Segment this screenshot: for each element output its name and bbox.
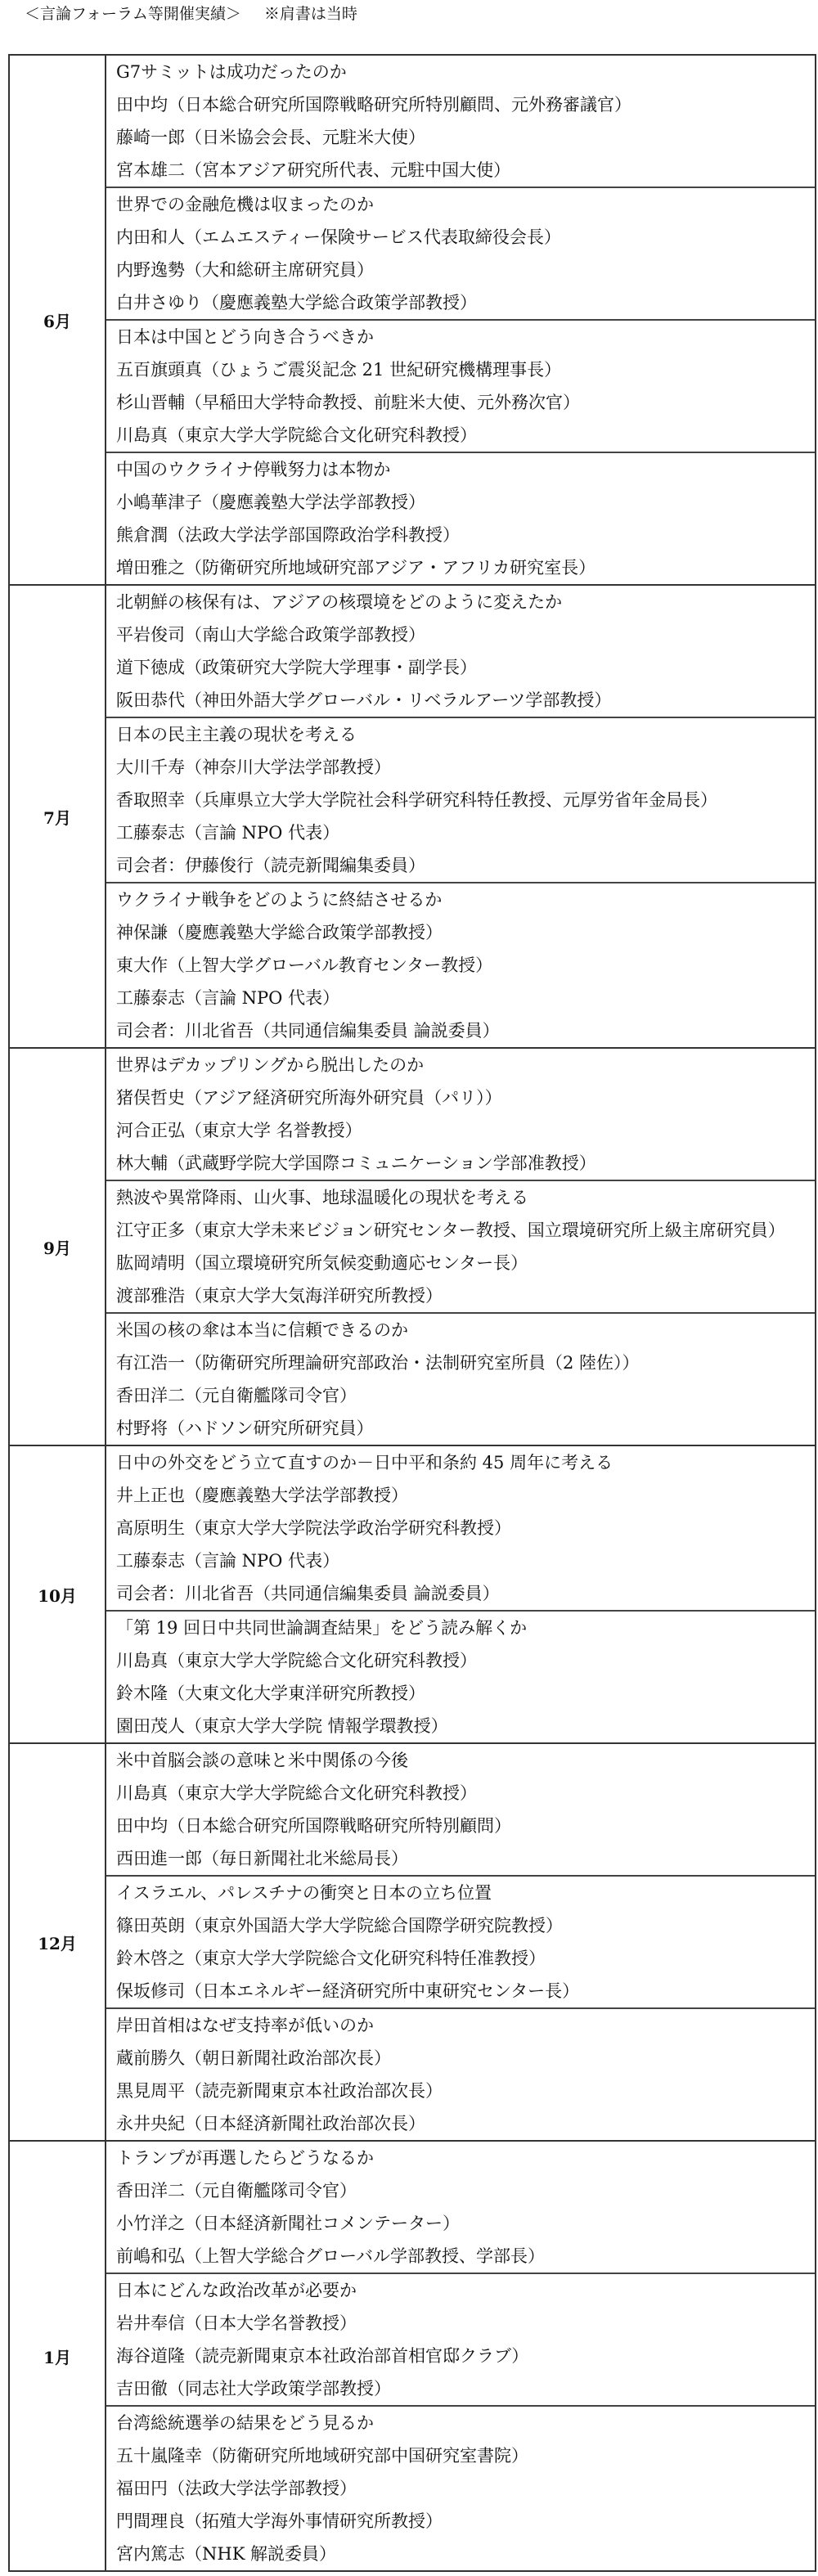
month-row: [9, 585, 816, 1048]
participant: 内野逸勢（大和総研主席研究員）: [116, 260, 374, 280]
month-label: 10月: [9, 1445, 106, 1743]
title-note: ※肩書は当時: [263, 5, 357, 23]
participant: 田中均（日本総合研究所国際戦略研究所特別顧問）: [116, 1816, 511, 1836]
participant: 川島真（東京大学大学院総合文化研究科教授）: [116, 1651, 477, 1670]
forum-entry: [106, 1610, 815, 1742]
participant: 田中均（日本総合研究所国際戦略研究所特別顧問、元外務審議官）: [116, 95, 631, 115]
participant: 河合正弘（東京大学 名誉教授）: [116, 1121, 362, 1140]
forum-title: 米中首脳会談の意味と米中関係の今後: [116, 1751, 408, 1770]
participant: 香取照幸（兵庫県立大学大学院社会科学研究科特任教授、元厚労省年金局長）: [116, 790, 717, 810]
forums-cell: [106, 1743, 816, 2141]
participant: 渡部雅浩（東京大学大気海洋研究所教授）: [116, 1286, 443, 1306]
participant: 有江浩一（防衛研究所理論研究部政治・法制研究室所員（2 陸佐））: [116, 1353, 640, 1373]
participant: 園田茂人（東京大学大学院 情報学環教授）: [116, 1716, 448, 1736]
month-row: [9, 1445, 816, 1743]
forum-entry: [106, 1744, 815, 1875]
participant: 白井さゆり（慶應義塾大学総合政策学部教授）: [116, 293, 477, 312]
participant: 永井央紀（日本経済新聞社政治部次長）: [116, 2114, 425, 2133]
participant: 篠田英朗（東京外国語大学大学院総合国際学研究院教授）: [116, 1916, 563, 1935]
forum-entry: [106, 882, 815, 1047]
participant: 保坂修司（日本エネルギー経済研究所中東研究センター長）: [116, 1981, 580, 2001]
participant: 前嶋和弘（上智大学総合グローバル学部教授、学部長）: [116, 2246, 545, 2266]
forum-schedule-table: [8, 54, 816, 2572]
participant: 道下徳成（政策研究大学院大学理事・副学長）: [116, 658, 477, 677]
participant: 香田洋二（元自衛艦隊司令官）: [116, 1386, 357, 1405]
participant: 宮本雄二（宮本アジア研究所代表、元駐中国大使）: [116, 160, 511, 180]
participant: 西田進一郎（毎日新聞社北米総局長）: [116, 1849, 408, 1868]
participant: 工藤泰志（言論 NPO 代表）: [116, 823, 340, 843]
participant: 黒見周平（読売新聞東京本社政治部次長）: [116, 2081, 443, 2101]
participant: 猪俣哲史（アジア経済研究所海外研究員（パリ））: [116, 1088, 502, 1108]
forum-entry: [106, 717, 815, 882]
forum-title: 北朝鮮の核保有は、アジアの核環境をどのように変えたか: [116, 592, 563, 612]
participant: 宮内篤志（NHK 解説委員）: [116, 2544, 337, 2564]
participant: 神保謙（慶應義塾大学総合政策学部教授）: [116, 923, 443, 942]
participant: 川島真（東京大学大学院総合文化研究科教授）: [116, 1783, 477, 1803]
forum-title: ウクライナ戦争をどのように終結させるか: [116, 890, 443, 910]
participant: 内田和人（エムエスティー保険サービス代表取締役会長）: [116, 227, 561, 247]
participant: 岩井奉信（日本大学名誉教授）: [116, 2313, 357, 2333]
forum-entry: [106, 319, 815, 452]
forum-entry: [106, 2007, 815, 2140]
forums-cell: [106, 585, 816, 1048]
forum-title: 日本の民主主義の現状を考える: [116, 725, 357, 744]
forum-entry: [106, 1446, 815, 1610]
forum-title: 熱波や異常降雨、山火事、地球温暖化の現状を考える: [116, 1188, 528, 1207]
participant: 井上正也（慶應義塾大学法学部教授）: [116, 1486, 408, 1505]
forum-entry: [106, 2273, 815, 2405]
forum-title: トランプが再選したらどうなるか: [116, 2148, 374, 2168]
participant: 工藤泰志（言論 NPO 代表）: [116, 988, 340, 1008]
participant: 江守正多（東京大学未来ビジョン研究センター教授、国立環境研究所上級主席研究員）: [116, 1221, 785, 1240]
forum-entry: [106, 56, 815, 187]
page-title: [25, 3, 357, 25]
month-row: [9, 1743, 816, 2141]
participant: 村野将（ハドソン研究所研究員）: [116, 1418, 374, 1438]
forums-cell: [106, 2141, 816, 2571]
forum-entry: [106, 586, 815, 717]
forum-title: 日本は中国とどう向き合うべきか: [116, 327, 374, 347]
month-row: [9, 2141, 816, 2571]
participant: 藤崎一郎（日米協会会長、元駐米大使）: [116, 128, 425, 147]
document-heading: ＜言論フォーラム等開催実績＞: [25, 5, 241, 23]
forum-entry: [106, 187, 815, 319]
participant: 吉田徹（同志社大学政策学部教授）: [116, 2379, 391, 2398]
participant: 鈴木隆（大東文化大学東洋研究所教授）: [116, 1684, 425, 1703]
participant: 東大作（上智大学グローバル教育センター教授）: [116, 955, 493, 975]
participant: 五十嵐隆幸（防衛研究所地域研究部中国研究室書院）: [116, 2446, 528, 2466]
participant: 工藤泰志（言論 NPO 代表）: [116, 1551, 340, 1571]
forum-title: 米国の核の傘は本当に信頼できるのか: [116, 1320, 408, 1340]
forum-title: 岸田首相はなぜ支持率が低いのか: [116, 2016, 374, 2035]
forum-entry: [106, 2405, 815, 2570]
month-label: 9月: [9, 1048, 106, 1445]
forum-title: G7サミットは成功だったのか: [116, 62, 347, 82]
participant: 大川千寿（神奈川大学法学部教授）: [116, 758, 391, 777]
month-row: [9, 55, 816, 585]
participant: 司会者：川北省吾（共同通信編集委員 論説委員）: [116, 1021, 500, 1041]
forum-title: イスラエル、パレスチナの衝突と日本の立ち位置: [116, 1883, 492, 1903]
participant: 平岩俊司（南山大学総合政策学部教授）: [116, 625, 425, 645]
forum-entry: [106, 1049, 815, 1180]
forums-cell: [106, 1445, 816, 1743]
participant: 熊倉潤（法政大学法学部国際政治学科教授）: [116, 525, 460, 545]
participant: 杉山晋輔（早稲田大学特命教授、前駐米大使、元外務次官）: [116, 393, 580, 412]
forum-title: 台湾総統選挙の結果をどう見るか: [116, 2413, 374, 2433]
forum-entry: [106, 1875, 815, 2007]
participant: 林大輔（武蔵野学院大学国際コミュニケーション学部准教授）: [116, 1153, 596, 1173]
forum-title: 世界での金融危機は収まったのか: [116, 195, 374, 214]
participant: 小嶋華津子（慶應義塾大学法学部教授）: [116, 492, 425, 512]
participant: 門間理良（拓殖大学海外事情研究所教授）: [116, 2511, 443, 2531]
participant: 鈴木啓之（東京大学大学院総合文化研究科特任准教授）: [116, 1949, 546, 1968]
participant: 五百旗頭真（ひょうご震災記念 21 世紀研究機構理事長）: [116, 360, 562, 380]
forum-entry: [106, 1180, 815, 1312]
participant: 蔵前勝久（朝日新聞社政治部次長）: [116, 2048, 391, 2068]
forum-title: 「第 19 回日中共同世論調査結果」をどう読み解くか: [116, 1618, 528, 1638]
participant: 海谷道隆（読売新聞東京本社政治部首相官邸クラブ）: [116, 2346, 529, 2366]
participant: 司会者：川北省吾（共同通信編集委員 論説委員）: [116, 1584, 500, 1603]
participant: 小竹洋之（日本経済新聞社コメンテーター）: [116, 2214, 460, 2233]
forums-cell: [106, 55, 816, 585]
participant: 司会者：伊藤俊行（読売新聞編集委員）: [116, 856, 425, 875]
forum-title: 日本にどんな政治改革が必要か: [116, 2281, 357, 2300]
table-body: [9, 55, 816, 2571]
forum-entry: [106, 1312, 815, 1445]
participant: 高原明生（東京大学大学院法学政治学研究科教授）: [116, 1518, 511, 1538]
month-label: 1月: [9, 2141, 106, 2571]
participant: 川島真（東京大学大学院総合文化研究科教授）: [116, 425, 477, 445]
participant: 増田雅之（防衛研究所地域研究部アジア・アフリカ研究室長）: [116, 558, 596, 578]
month-label: 6月: [9, 55, 106, 585]
forums-cell: [106, 1048, 816, 1445]
forum-title: 中国のウクライナ停戦努力は本物か: [116, 460, 391, 479]
forum-entry: [106, 2142, 815, 2273]
forum-title: 世界はデカップリングから脱出したのか: [116, 1055, 425, 1075]
participant: 肱岡靖明（国立環境研究所気候変動適応センター長）: [116, 1253, 528, 1273]
forum-entry: [106, 452, 815, 584]
month-label: 12月: [9, 1743, 106, 2141]
month-row: [9, 1048, 816, 1445]
participant: 阪田恭代（神田外語大学グローバル・リベラルアーツ学部教授）: [116, 690, 612, 710]
forum-title: 日中の外交をどう立て直すのか－日中平和条約 45 周年に考える: [116, 1453, 614, 1472]
participant: 香田洋二（元自衛艦隊司令官）: [116, 2181, 357, 2201]
participant: 福田円（法政大学法学部教授）: [116, 2479, 357, 2498]
month-label: 7月: [9, 585, 106, 1048]
